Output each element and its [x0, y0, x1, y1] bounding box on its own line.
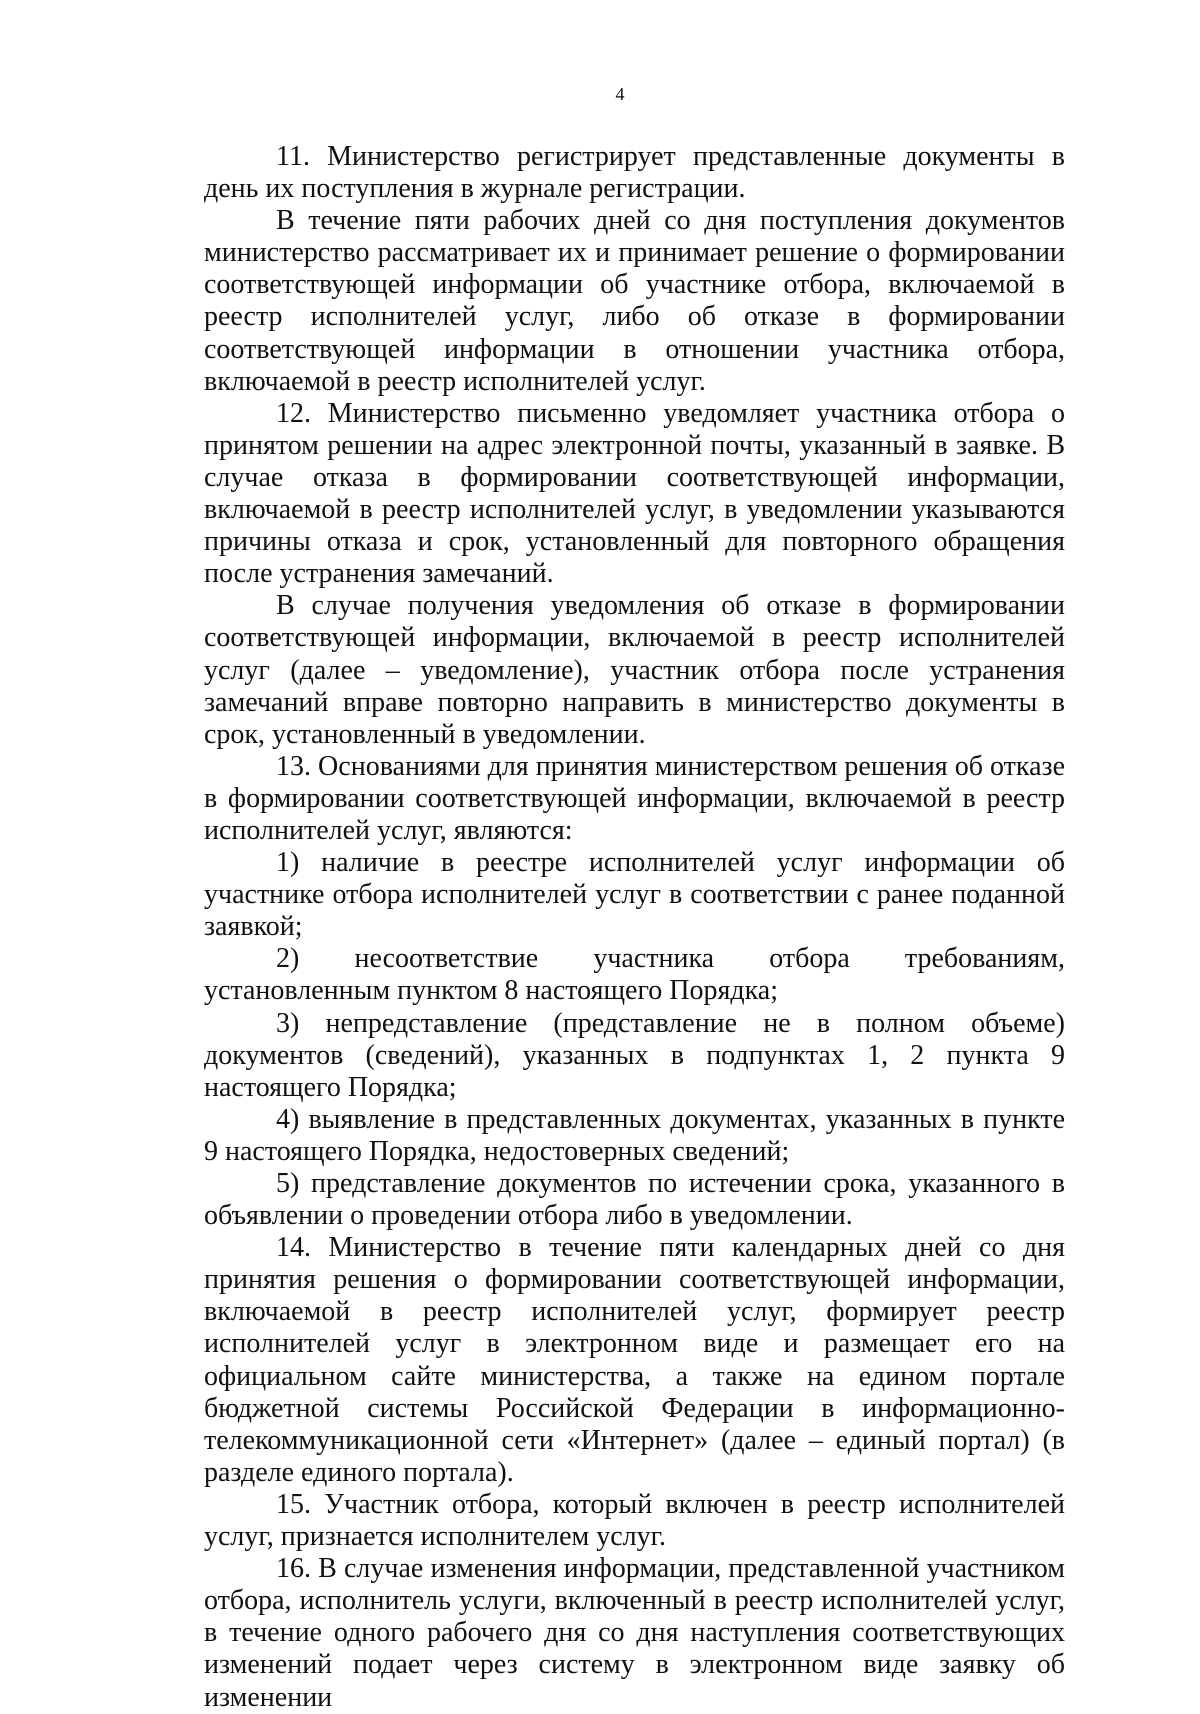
list-item-1: 1) наличие в реестре исполнителей услуг информации об участнике отбора исполнителей услуг в соответствии с ранее поданной заявкой; [204, 847, 1065, 943]
paragraph-16: 16. В случае изменения информации, представленной участником отбора, исполнитель услуги, включенный в реестр исполнителей услуг, в течение одного рабочего дня со дня наступления соответствующих изменений подает через систему в электронном виде заявку об изменении [204, 1553, 1065, 1713]
paragraph-11-review: В течение пяти рабочих дней со дня поступления документов министерство рассматривает их и принимает решение о формировании соответствующей информации об участнике отбора, включаемой в реестр исполнителей услуг, либо об отказе в формировании соответствующей информации в отношении участника отбора, включаемой в реестр исполнителей услуг. [204, 205, 1065, 397]
paragraph-15: 15. Участник отбора, который включен в реестр исполнителей услуг, признается исполнителем услуг. [204, 1488, 1065, 1553]
list-item-4: 4) выявление в представленных документах, указанных в пункте 9 настоящего Порядка, недостоверных сведений; [204, 1103, 1065, 1167]
page-number: 4 [615, 84, 625, 104]
list-item-5: 5) представление документов по истечении срока, указанного в объявлении о проведении отбора либо в уведомлении. [204, 1168, 1065, 1232]
paragraph-13: 13. Основаниями для принятия министерством решения об отказе в формировании соответствующей информации, включаемой в реестр исполнителей услуг, являются: [204, 750, 1065, 846]
paragraph-12-resubmission: В случае получения уведомления об отказе в формировании соответствующей информации, включаемой в реестр исполнителей услуг (далее – уведомление), участник отбора после устранения замечаний вправе повторно направить в министерство документы в срок, установленный в уведомлении. [204, 590, 1065, 750]
list-item-3: 3) непредставление (представление не в полном объеме) документов (сведений), указанных в подпунктах 1, 2 пункта 9 настоящего Порядка; [204, 1007, 1065, 1103]
paragraph-11: 11. Министерство регистрирует представленные документы в день их поступления в журнале регистрации. [204, 141, 1065, 205]
list-item-2: 2) несоответствие участника отбора требованиям, установленным пунктом 8 настоящего Порядка; [204, 943, 1065, 1007]
document-body [204, 141, 1065, 1714]
paragraph-14: 14. Министерство в течение пяти календарных дней со дня принятия решения о формировании соответствующей информации, включаемой в реестр исполнителей услуг, формирует реестр исполнителей услуг в электронном виде и размещает его на официальном сайте министерства, а также на едином портале бюджетной системы Российской Федерации в информационно-телекоммуникационной сети «Интернет» (далее – единый портал) (в разделе единого портала). [204, 1232, 1065, 1488]
paragraph-12: 12. Министерство письменно уведомляет участника отбора о принятом решении на адрес электронной почты, указанный в заявке. В случае отказа в формировании соответствующей информации, включаемой в реестр исполнителей услуг, в уведомлении указываются причины отказа и срок, установленный для повторного обращения после устранения замечаний. [204, 397, 1065, 590]
